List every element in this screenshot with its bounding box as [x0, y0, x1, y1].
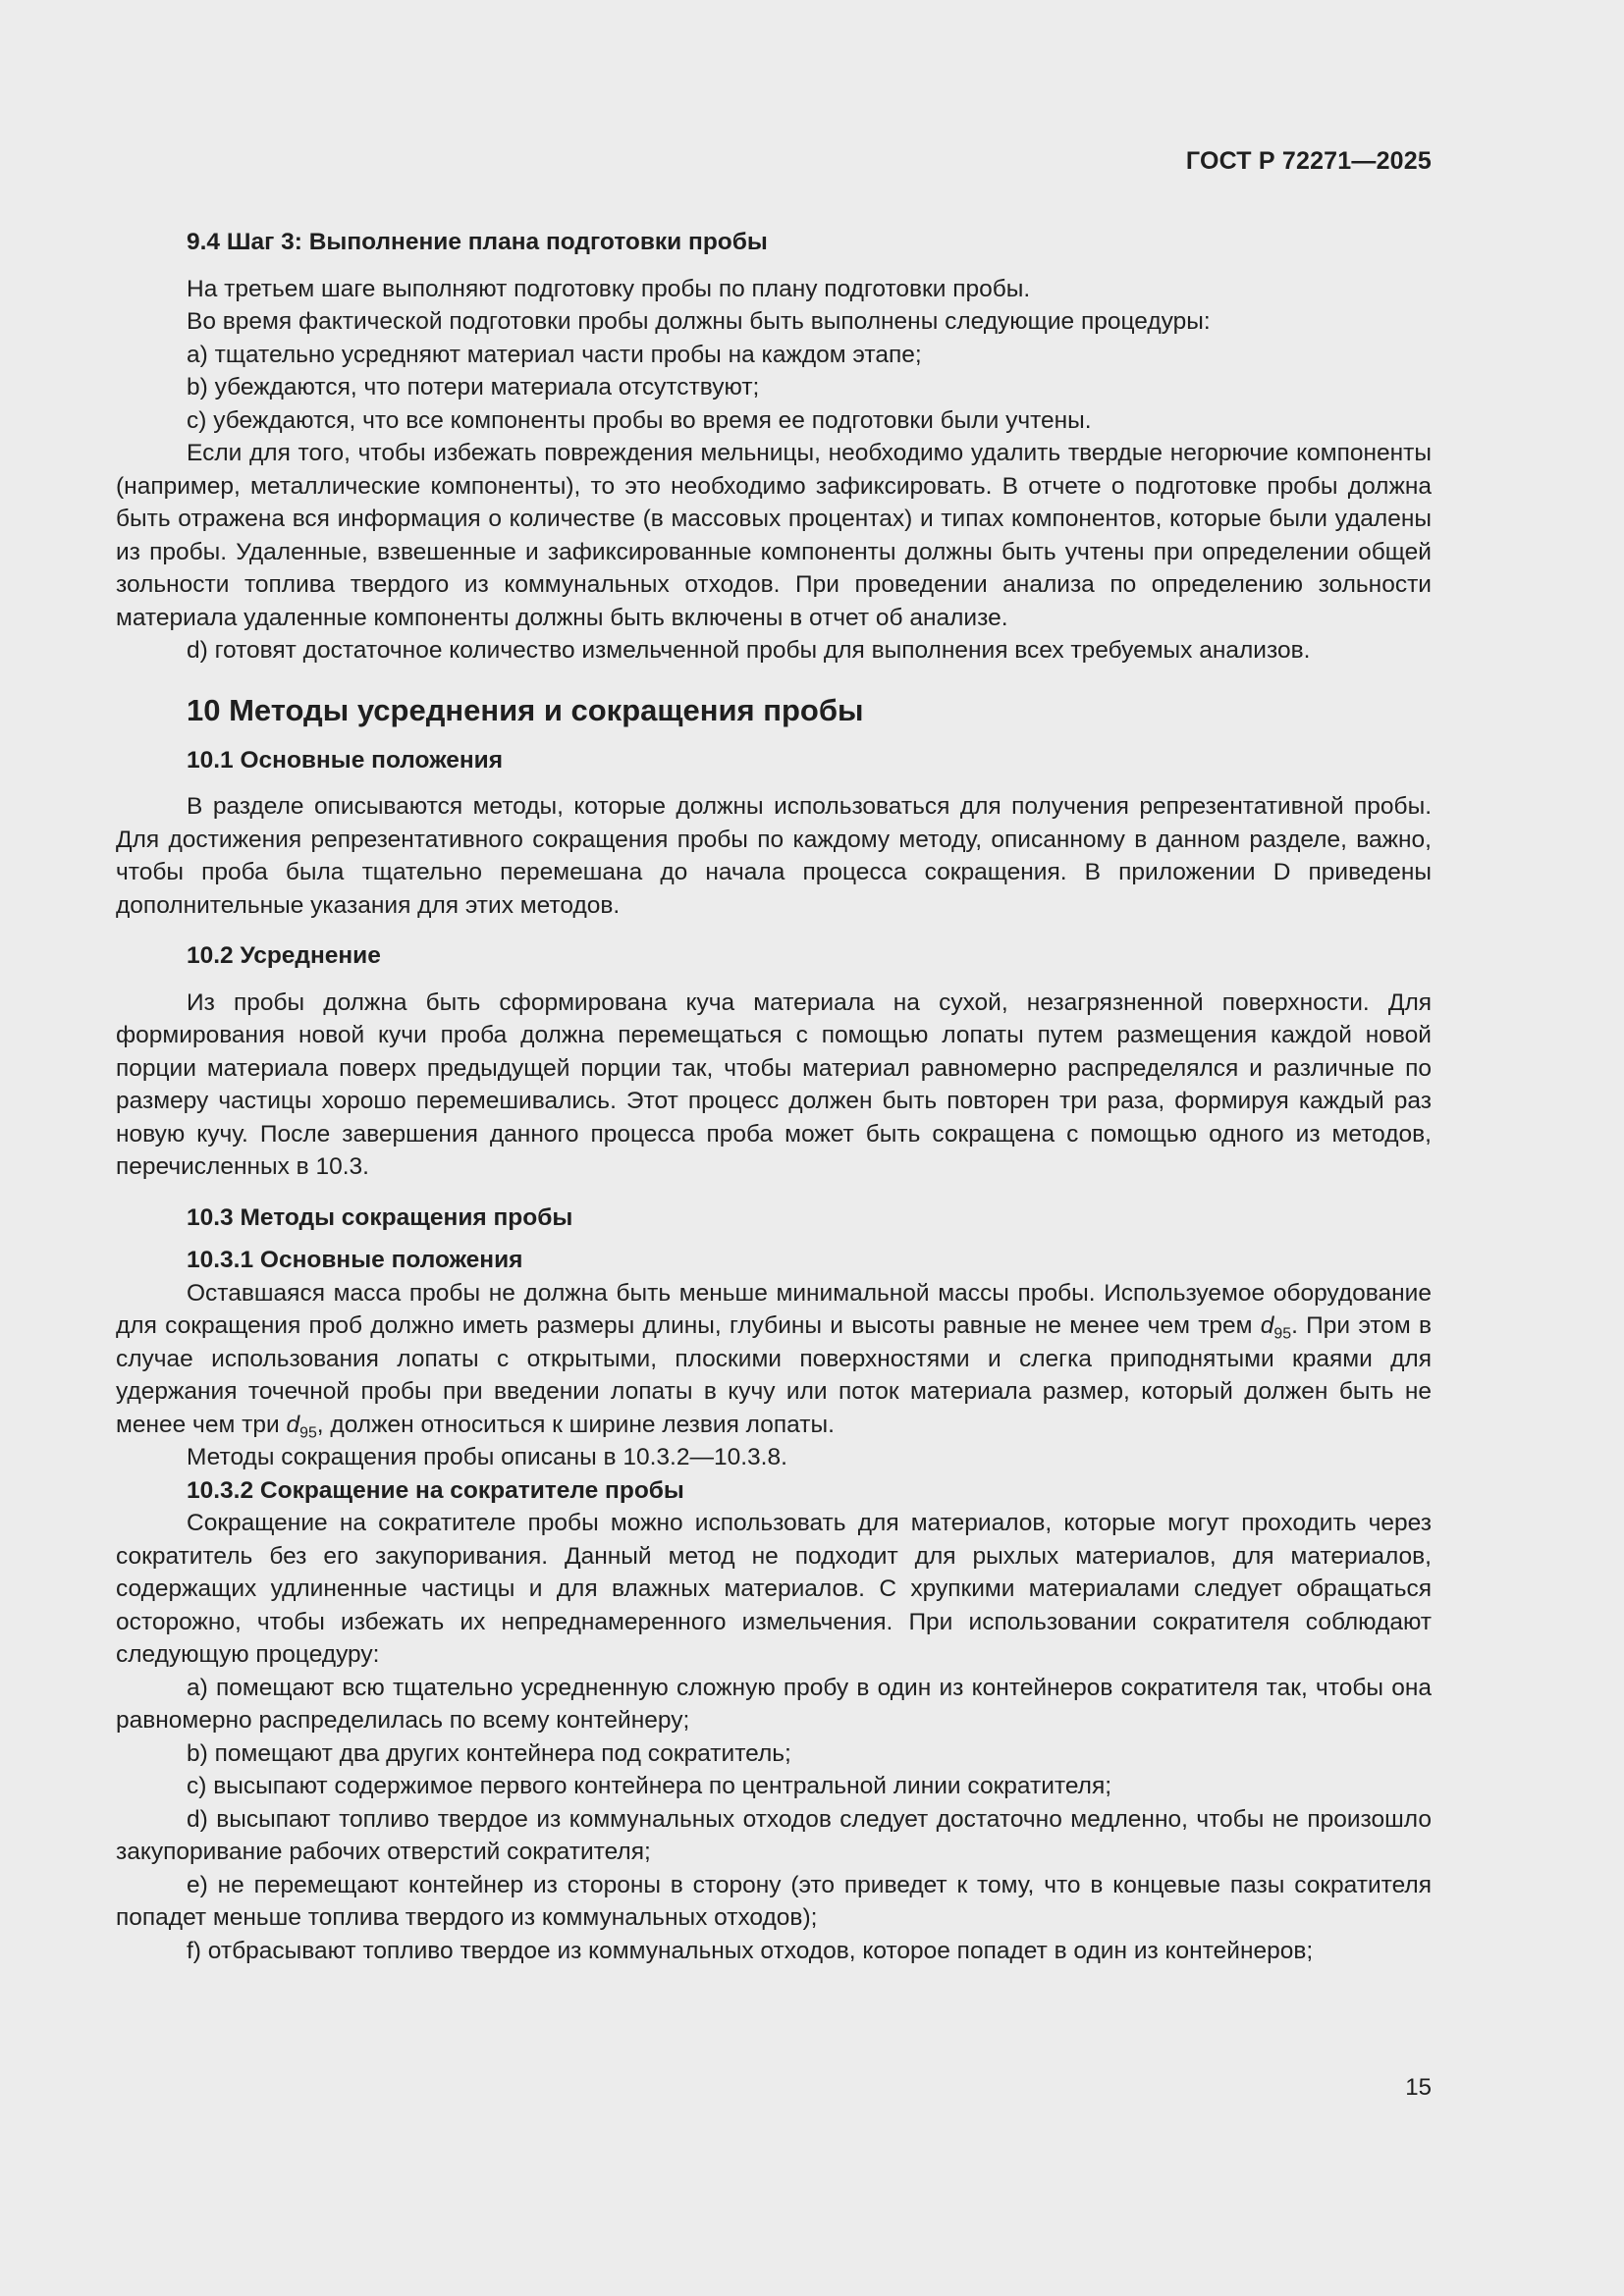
list-item: c) высыпают содержимое первого контейнера по центральной линии сократителя; [187, 1773, 1112, 1799]
paragraph: Из пробы должна быть сформирована куча материала на сухой, незагрязненной поверхности. Для формирования новой кучи проба должна перемещаться с помощью лопаты путем размещения каждой новой порции материала поверх предыдущей порции так, чтобы материал равномерно распределялся и различные по размеру частицы хорошо перемешивались. Этот процесс должен быть повторен три раза, формируя каждый раз новую кучу. После завершения данного процесса проба может быть сокращена с помощью одного из методов, перечисленных в 10.3. [116, 988, 1432, 1180]
list-item: a) помещают всю тщательно усредненную сложную пробу в один из контейнеров сократителя так, чтобы она равномерно распределилась по всему контейнеру; [116, 1674, 1432, 1734]
list-item: d) готовят достаточное количество измельченной пробы для выполнения всех требуемых анализов. [187, 637, 1311, 664]
list-item: c) убеждаются, что все компоненты пробы во время ее подготовки были учтены. [187, 406, 1092, 434]
section-10-3-2-title: 10.3.2 Сокращение на сократителе пробы [187, 1476, 684, 1504]
document-body [116, 226, 1432, 1967]
document-code: ГОСТ Р 72271—2025 [1185, 147, 1432, 175]
section-10-1-title: 10.1 Основные положения [187, 746, 504, 774]
section-10-3-title: 10.3 Методы сокращения пробы [187, 1203, 573, 1231]
list-item: e) не перемещают контейнер из стороны в сторону (это приведет к тому, что в концевые пазы сократителя попадет меньше топлива твердого из коммунальных отходов); [116, 1871, 1432, 1931]
list-item: f) отбрасывают топливо твердое из коммунальных отходов, которое попадет в один из контейнеров; [187, 1937, 1314, 1964]
paragraph: Оставшаяся масса пробы не должна быть меньше минимальной массы пробы. Используемое оборудование для сокращения проб должно иметь размеры длины, глубины и высоты равные не менее чем трем $d_{95}$. При этом в случае использования лопаты с открытыми, плоскими поверхностями и слегка приподнятыми краями для удержания точечной пробы при введении лопаты в кучу или поток материала размер, который должен быть не менее чем три $d_{95}$, должен относиться к ширине лезвия лопаты. [116, 1279, 1432, 1442]
section-10-title: 10 Методы усреднения и сокращения пробы [187, 692, 864, 727]
list-item: b) помещают два других контейнера под сократитель; [187, 1739, 791, 1767]
section-9-4-title: 9.4 Шаг 3: Выполнение плана подготовки пробы [187, 229, 768, 255]
paragraph: На третьем шаге выполняют подготовку пробы по плану подготовки пробы. [187, 275, 1031, 302]
paragraph: Сокращение на сократителе пробы можно использовать для материалов, которые могут проходить через сократитель без его закупоривания. Данный метод не подходит для рыхлых материалов, для материалов, содержащих удлиненные частицы и для влажных материалов. С хрупкими материалами следует обращаться осторожно, чтобы избежать их непреднамеренного измельчения. При использовании сократителя соблюдают следующую процедуру: [116, 1510, 1432, 1668]
section-10-3-1-title: 10.3.1 Основные положения [187, 1247, 523, 1273]
paragraph: В разделе описываются методы, которые должны использоваться для получения репрезентативной пробы. Для достижения репрезентативного сокращения пробы по каждому методу, описанному в данном разделе, важно, чтобы проба была тщательно перемешана до начала процесса сокращения. В приложении D приведены дополнительные указания для этих методов. [116, 793, 1432, 919]
section-10-2-title: 10.2 Усреднение [187, 942, 381, 969]
paragraph: Если для того, чтобы избежать повреждения мельницы, необходимо удалить твердые негорючие компоненты (например, металлические компоненты), то это необходимо зафиксировать. В отчете о подготовке пробы должна быть отражена вся информация о количестве (в массовых процентах) и типах компонентов, которые были удалены из пробы. Удаленные, взвешенные и зафиксированные компоненты должны быть учтены при определении общей зольности топлива твердого из коммунальных отходов. При проведении анализа по определению зольности материала удаленные компоненты должны быть включены в отчет об анализе. [116, 440, 1432, 631]
list-item: a) тщательно усредняют материал части пробы на каждом этапе; [187, 341, 922, 368]
list-item: d) высыпают топливо твердое из коммунальных отходов следует достаточно медленно, чтобы не произошло закупоривание рабочих отверстий сократителя; [116, 1805, 1432, 1865]
list-item: b) убеждаются, что потери материала отсутствуют; [187, 374, 760, 400]
page-number: 15 [1405, 2074, 1432, 2101]
paragraph: Методы сокращения пробы описаны в 10.3.2—10.3.8. [187, 1444, 787, 1470]
paragraph: Во время фактической подготовки пробы должны быть выполнены следующие процедуры: [187, 308, 1211, 335]
